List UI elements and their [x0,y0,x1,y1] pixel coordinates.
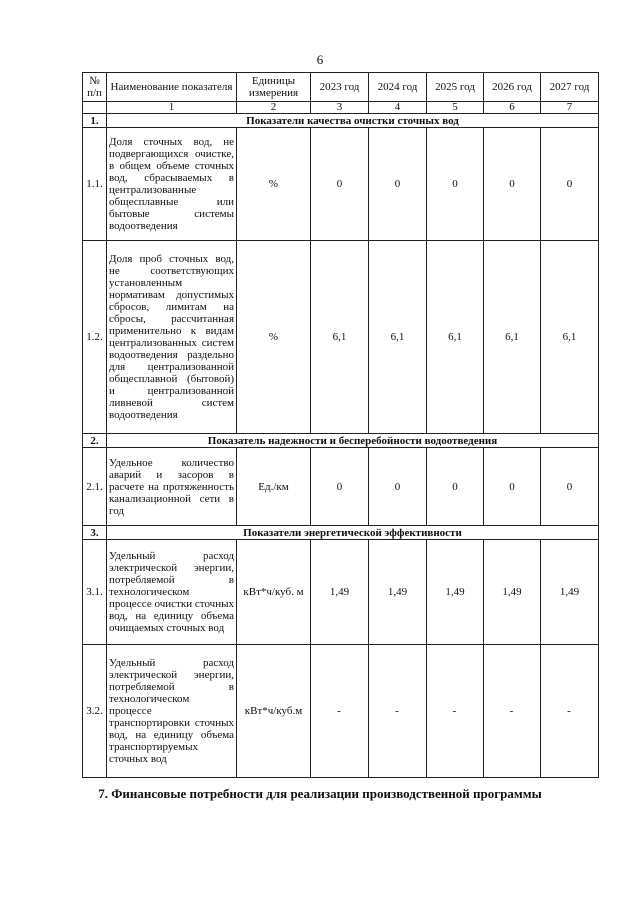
column-number-cell: 4 [369,102,427,114]
indicator-name: Удельный расход электрической энергии, потребляемой в технологическом процессе транспортировки сточных вод, на единицу объема транспортируемых сточных вод [107,645,237,778]
unit-cell: % [237,128,311,241]
section-title: Показатель надежности и бесперебойности водоотведения [107,434,599,448]
unit-cell: кВт*ч/куб. м [237,540,311,645]
table-row [83,540,599,645]
header-cell: 2025 год [427,73,484,102]
indicator-name: Удельный расход электрической энергии, потребляемой в технологическом процессе очистки сточных вод, на единицу объема очищаемых сточных вод [107,540,237,645]
column-number-cell [83,102,107,114]
row-number: 2.1. [83,448,107,526]
value-2025: 0 [427,128,484,241]
row-number: 1.2. [83,241,107,434]
header-cell: 2026 год [484,73,541,102]
row-number: 3.2. [83,645,107,778]
column-number-row [83,102,599,114]
header-cell: 2023 год [311,73,369,102]
indicators-table [82,72,599,778]
value-2027: - [541,645,599,778]
value-2027: 0 [541,128,599,241]
indicator-name: Удельное количество аварий и засоров в расчете на протяженность канализационной сети в год [107,448,237,526]
table-row [83,645,599,778]
section-number: 3. [83,526,107,540]
section-title: Показатели качества очистки сточных вод [107,114,599,128]
value-2025: 1,49 [427,540,484,645]
unit-cell: % [237,241,311,434]
column-number-cell: 7 [541,102,599,114]
section-heading: 7. Финансовые потребности для реализации производственной программы [98,786,542,801]
page-number: 6 [316,52,324,67]
value-2023: 1,49 [311,540,369,645]
value-2027: 0 [541,448,599,526]
row-number: 3.1. [83,540,107,645]
section-row [83,526,599,540]
column-number-cell: 1 [107,102,237,114]
unit-cell: Ед./км [237,448,311,526]
value-2025: - [427,645,484,778]
header-cell: Наименование показателя [107,73,237,102]
table-row [83,128,599,241]
value-2027: 1,49 [541,540,599,645]
header-cell: Единицы измерения [237,73,311,102]
row-number: 1.1. [83,128,107,241]
indicator-name: Доля проб сточных вод, не соответствующих установленным нормативам допустимых сбросов, лимитам на сбросы, рассчитанная применительно к видам централизованных систем водоотведения раздельно для централизованной общесплавной (бытовой) и централизованной ливневой систем водоотведения [107,241,237,434]
column-number-cell: 5 [427,102,484,114]
value-2025: 0 [427,448,484,526]
value-2026: 0 [484,128,541,241]
value-2026: 0 [484,448,541,526]
value-2026: - [484,645,541,778]
value-2026: 1,49 [484,540,541,645]
value-2023: - [311,645,369,778]
header-cell: 2027 год [541,73,599,102]
column-number-cell: 3 [311,102,369,114]
value-2024: - [369,645,427,778]
value-2023: 6,1 [311,241,369,434]
header-row [83,73,599,102]
section-title: Показатели энергетической эффективности [107,526,599,540]
value-2024: 0 [369,448,427,526]
indicator-name: Доля сточных вод, не подвергающихся очистке, в общем объеме сточных вод, сбрасываемых в централизованные общесплавные или бытовые системы водоотведения [107,128,237,241]
section-number: 2. [83,434,107,448]
value-2023: 0 [311,128,369,241]
column-number-cell: 6 [484,102,541,114]
table-row [83,448,599,526]
value-2024: 6,1 [369,241,427,434]
section-row [83,114,599,128]
value-2024: 0 [369,128,427,241]
header-cell: № п/п [83,73,107,102]
value-2024: 1,49 [369,540,427,645]
section-row [83,434,599,448]
header-cell: 2024 год [369,73,427,102]
value-2025: 6,1 [427,241,484,434]
table-row [83,241,599,434]
column-number-cell: 2 [237,102,311,114]
section-number: 1. [83,114,107,128]
value-2023: 0 [311,448,369,526]
unit-cell: кВт*ч/куб.м [237,645,311,778]
value-2026: 6,1 [484,241,541,434]
value-2027: 6,1 [541,241,599,434]
